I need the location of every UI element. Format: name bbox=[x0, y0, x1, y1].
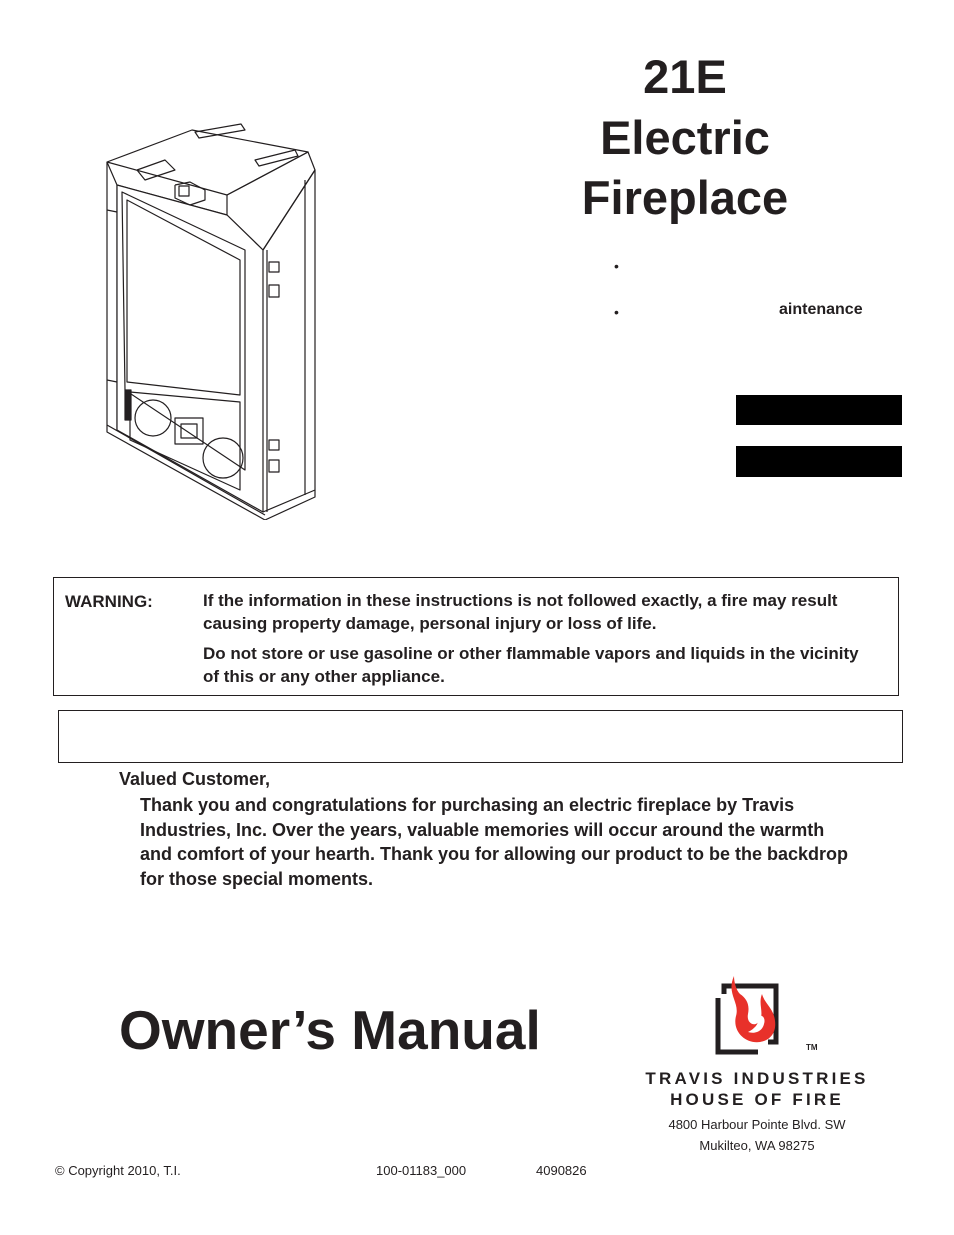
brand-address-line-2: Mukilteo, WA 98275 bbox=[699, 1138, 815, 1153]
part-number: 100-01183_000 bbox=[376, 1163, 467, 1178]
warning-paragraph-2: Do not store or use gasoline or other flammable vapors and liquids in the vicinity of this or any other appliance. bbox=[203, 644, 859, 686]
travis-flame-logo bbox=[706, 972, 806, 1056]
warning-label: WARNING: bbox=[65, 592, 153, 611]
product-title-line-3: Fireplace bbox=[581, 171, 789, 224]
fireplace-illustration bbox=[95, 100, 335, 520]
feature-bullet-2: • bbox=[614, 304, 619, 320]
copyright-notice: © Copyright 2010, T.I. bbox=[55, 1163, 181, 1178]
customer-message: Thank you and congratulations for purchasing an electric fireplace by Travis Industries, Inc. Over the years, valuable memories will occur around the warmth and comfort of your hearth. Thank you for allowing our product to be the backdrop for those special moments. bbox=[140, 795, 849, 889]
date-code: 4090826 bbox=[536, 1163, 587, 1178]
feature-bullet-1: • bbox=[614, 258, 619, 274]
warning-paragraph-1: If the information in these instructions is not followed exactly, a fire may result causing property damage, personal injury or loss of life. bbox=[203, 591, 838, 633]
warning-box bbox=[53, 577, 899, 696]
brand-address-line-1: 4800 Harbour Pointe Blvd. SW bbox=[668, 1117, 846, 1132]
product-title-line-2: Electric bbox=[600, 111, 770, 164]
feature-item-2: aintenance bbox=[779, 301, 863, 318]
customer-greeting: Valued Customer, bbox=[119, 769, 271, 789]
manual-title: Owner’s Manual bbox=[119, 999, 541, 1061]
brand-name-line-1: TRAVIS INDUSTRIES bbox=[645, 1069, 869, 1088]
trademark-mark: TM bbox=[806, 1043, 818, 1052]
notice-box bbox=[58, 710, 903, 763]
black-label-bar-1 bbox=[736, 395, 902, 425]
brand-name-line-2: HOUSE OF FIRE bbox=[670, 1090, 844, 1109]
black-label-bar-2 bbox=[736, 446, 902, 477]
product-title-line-1: 21E bbox=[643, 50, 727, 103]
